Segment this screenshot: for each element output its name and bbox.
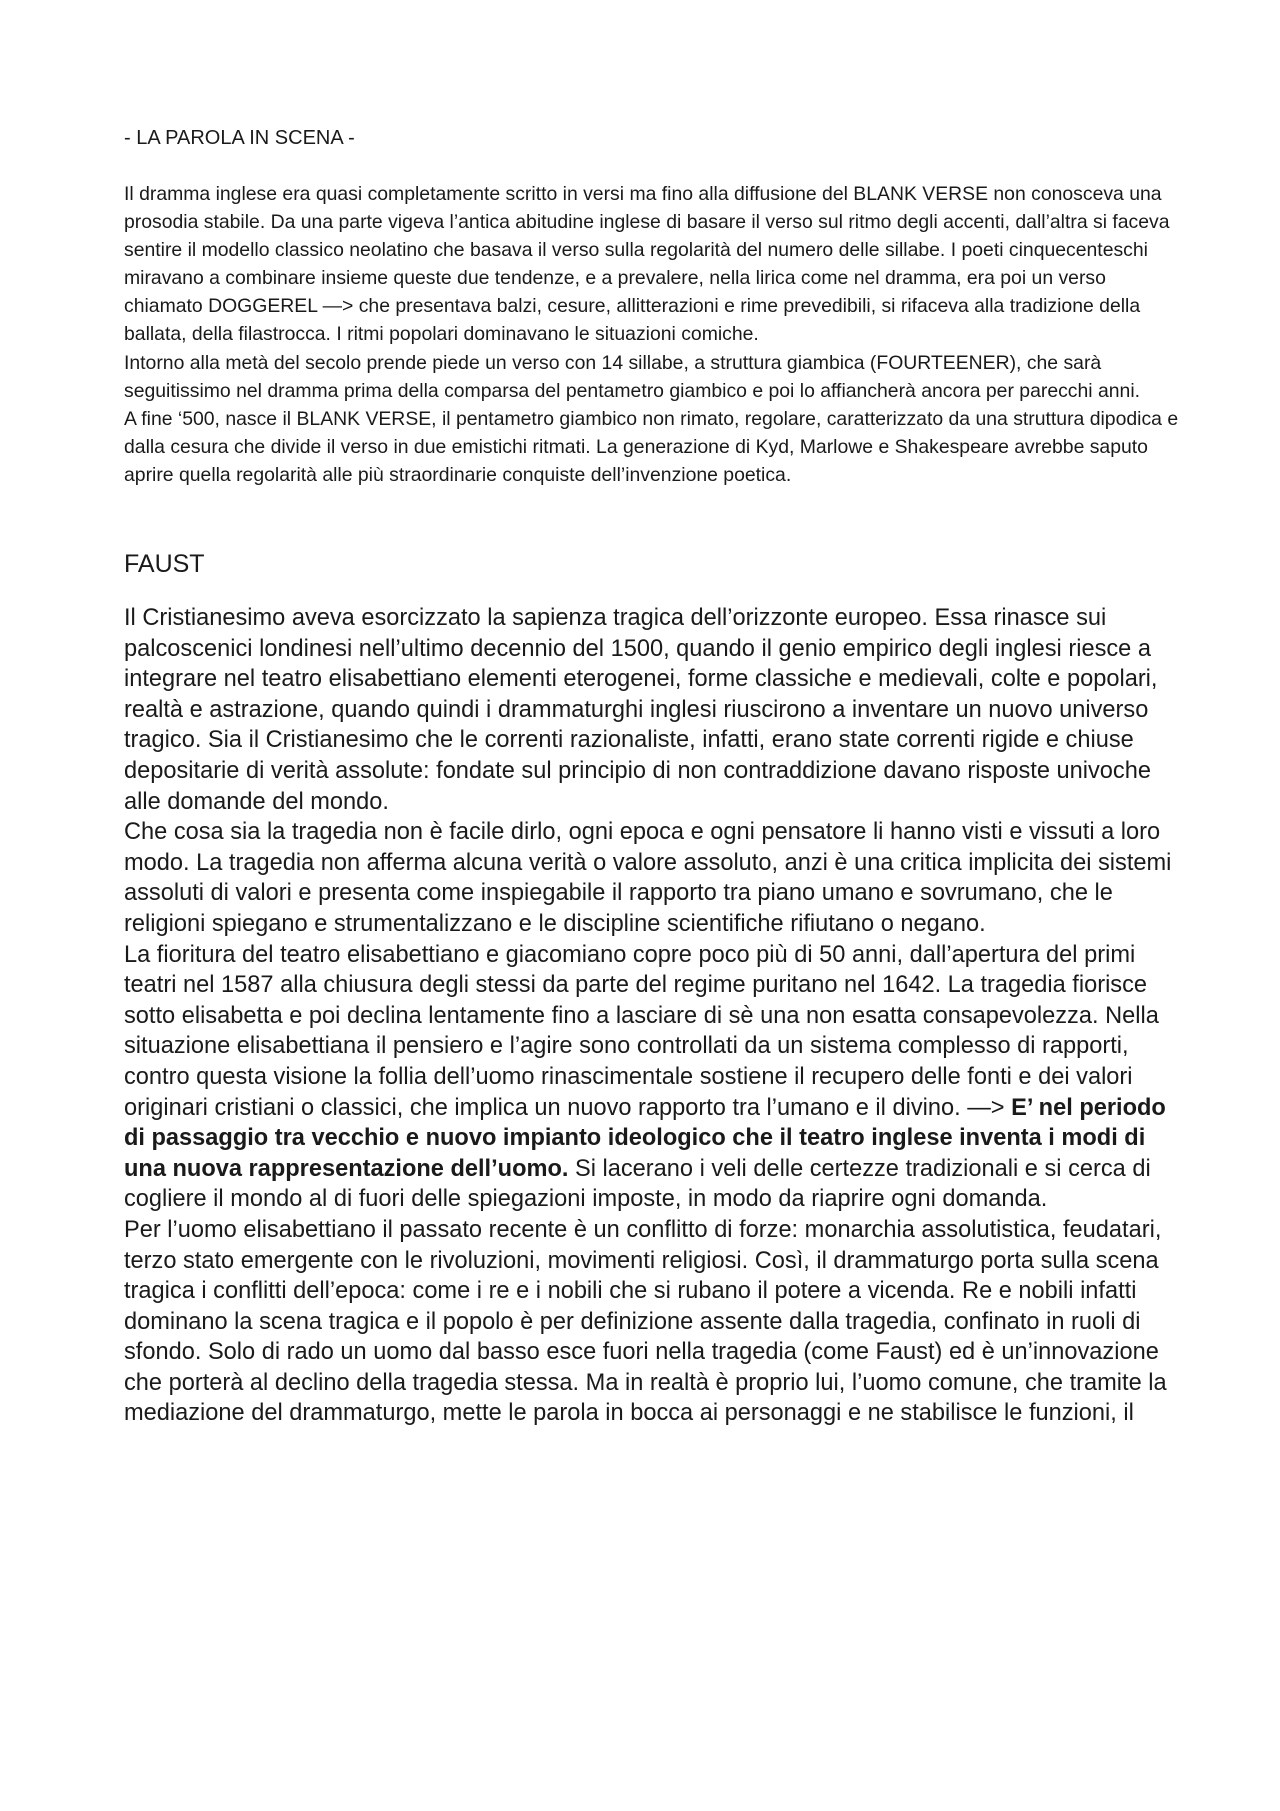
paragraph: Per l’uomo elisabettiano il passato recente è un conflitto di forze: monarchia assolutistica, feudatari, terzo stato emergente con le rivoluzioni, movimenti religiosi. Così, il drammaturgo porta sulla scena tragica i conflitti dell’epoca: come i re e i nobili che si rubano il potere a vicenda. Re e nobili infatti dominano la scena tragica e il popolo è per definizione assente dalla tragedia, confinato in ruoli di sfondo. Solo di rado un uomo dal basso esce fuori nella tragedia (come Faust) ed è un’innovazione che porterà al declino della tragedia stessa. Ma in realtà è proprio lui, l’uomo comune, che tramite la mediazione del drammaturgo, mette le parola in bocca ai personaggi e ne stabilisce le funzioni, il (124, 1216, 1167, 1427)
paragraph: Il dramma inglese era quasi completamente scritto in versi ma fino alla diffusione del BLANK VERSE non conosceva una prosodia stabile. Da una parte vigeva l’antica abitudine inglese di basare il verso sul ritmo degli accenti, dall’altra si faceva sentire il modello classico neolatino che basava il verso sulla regolarità del numero delle sillabe. I poeti cinquecenteschi miravano a combinare insieme queste due tendenze, e a prevalere, nella lirica come nel dramma, era poi un verso chiamato DOGGEREL —> che presentava balzi, cesure, allitterazioni e rime prevedibili, si rifaceva alla tradizione della ballata, della filastrocca. I ritmi popolari dominavano le situazioni comiche. (124, 183, 1170, 346)
paragraph-text: Si lacerano i veli delle certezze tradizionali e si cerca di cogliere il mondo al di fuori delle spiegazioni imposte, in modo da riaprire ogni domanda. (124, 1155, 1151, 1213)
faust-title: FAUST (124, 550, 205, 579)
paragraph: Intorno alla metà del secolo prende piede un verso con 14 sillabe, a struttura giambica (FOURTEENER), che sarà seguitissimo nel dramma prima della comparsa del pentametro giambico e poi lo affiancherà ancora per parecchi anni. (124, 351, 1141, 402)
paragraph: Che cosa sia la tragedia non è facile dirlo, ogni epoca e ogni pensatore li hanno visti e vissuti a loro modo. La tragedia non afferma alcuna verità o valore assoluto, anzi è una critica implicita dei sistemi assoluti di valori e presenta come inspiegabile il rapporto tra piano umano e sovrumano, che le religioni spiegano e strumentalizzano e le discipline scientifiche rifiutano o negano. (124, 819, 1172, 937)
paragraph-text: La fioritura del teatro elisabettiano e giacomiano copre poco più di 50 anni, dall’apertura del primi teatri nel 1587 alla chiusura degli stessi da parte del regime puritano nel 1642. La tragedia fiorisce sotto elisabetta e poi declina lentamente fino a lasciare di sè una non esatta consapevolezza. Nella situazione elisabettiana il pensiero e l’agire sono controllati da un sistema complesso di rapporti, contro questa visione la follia dell’uomo rinascimentale sostiene il recupero delle fonti e dei valori originari cristiani o classici, che implica un nuovo rapporto tra l’umano e il divino. —> (124, 941, 1159, 1121)
paragraph: A fine ‘500, nasce il BLANK VERSE, il pentametro giambico non rimato, regolare, caratterizzato da una struttura dipodica e dalla cesura che divide il verso in due emistichi ritmati. La generazione di Kyd, Marlowe e Shakespeare avrebbe saputo aprire quella regolarità alle più straordinarie conquiste dell’invenzione poetica. (124, 407, 1179, 486)
section-heading: - LA PAROLA IN SCENA - (124, 127, 355, 149)
bold-emphasis: E’ nel periodo di passaggio tra vecchio e nuovo impianto ideologico che il teatro inglese inventa i modi di una nuova rappresentazione dell’uomo. (124, 1094, 1166, 1182)
document-page (124, 124, 1184, 1429)
intro-section (124, 180, 1184, 489)
paragraph (124, 940, 1184, 1215)
paragraph: Il Cristianesimo aveva esorcizzato la sapienza tragica dell’orizzonte europeo. Essa rinasce sui palcoscenici londinesi nell’ultimo decennio del 1500, quando il genio empirico degli inglesi riesce a integrare nel teatro elisabettiano elementi eterogenei, forme classiche e medievali, colte e popolari, realtà e astrazione, quando quindi i drammaturghi inglesi riuscirono a inventare un nuovo universo tragico. Sia il Cristianesimo che le correnti razionaliste, infatti, erano state correnti rigide e chiuse depositarie di verità assolute: fondate sul principio di non contraddizione davano risposte univoche alle domande del mondo. (124, 605, 1158, 815)
faust-section (124, 603, 1184, 1429)
